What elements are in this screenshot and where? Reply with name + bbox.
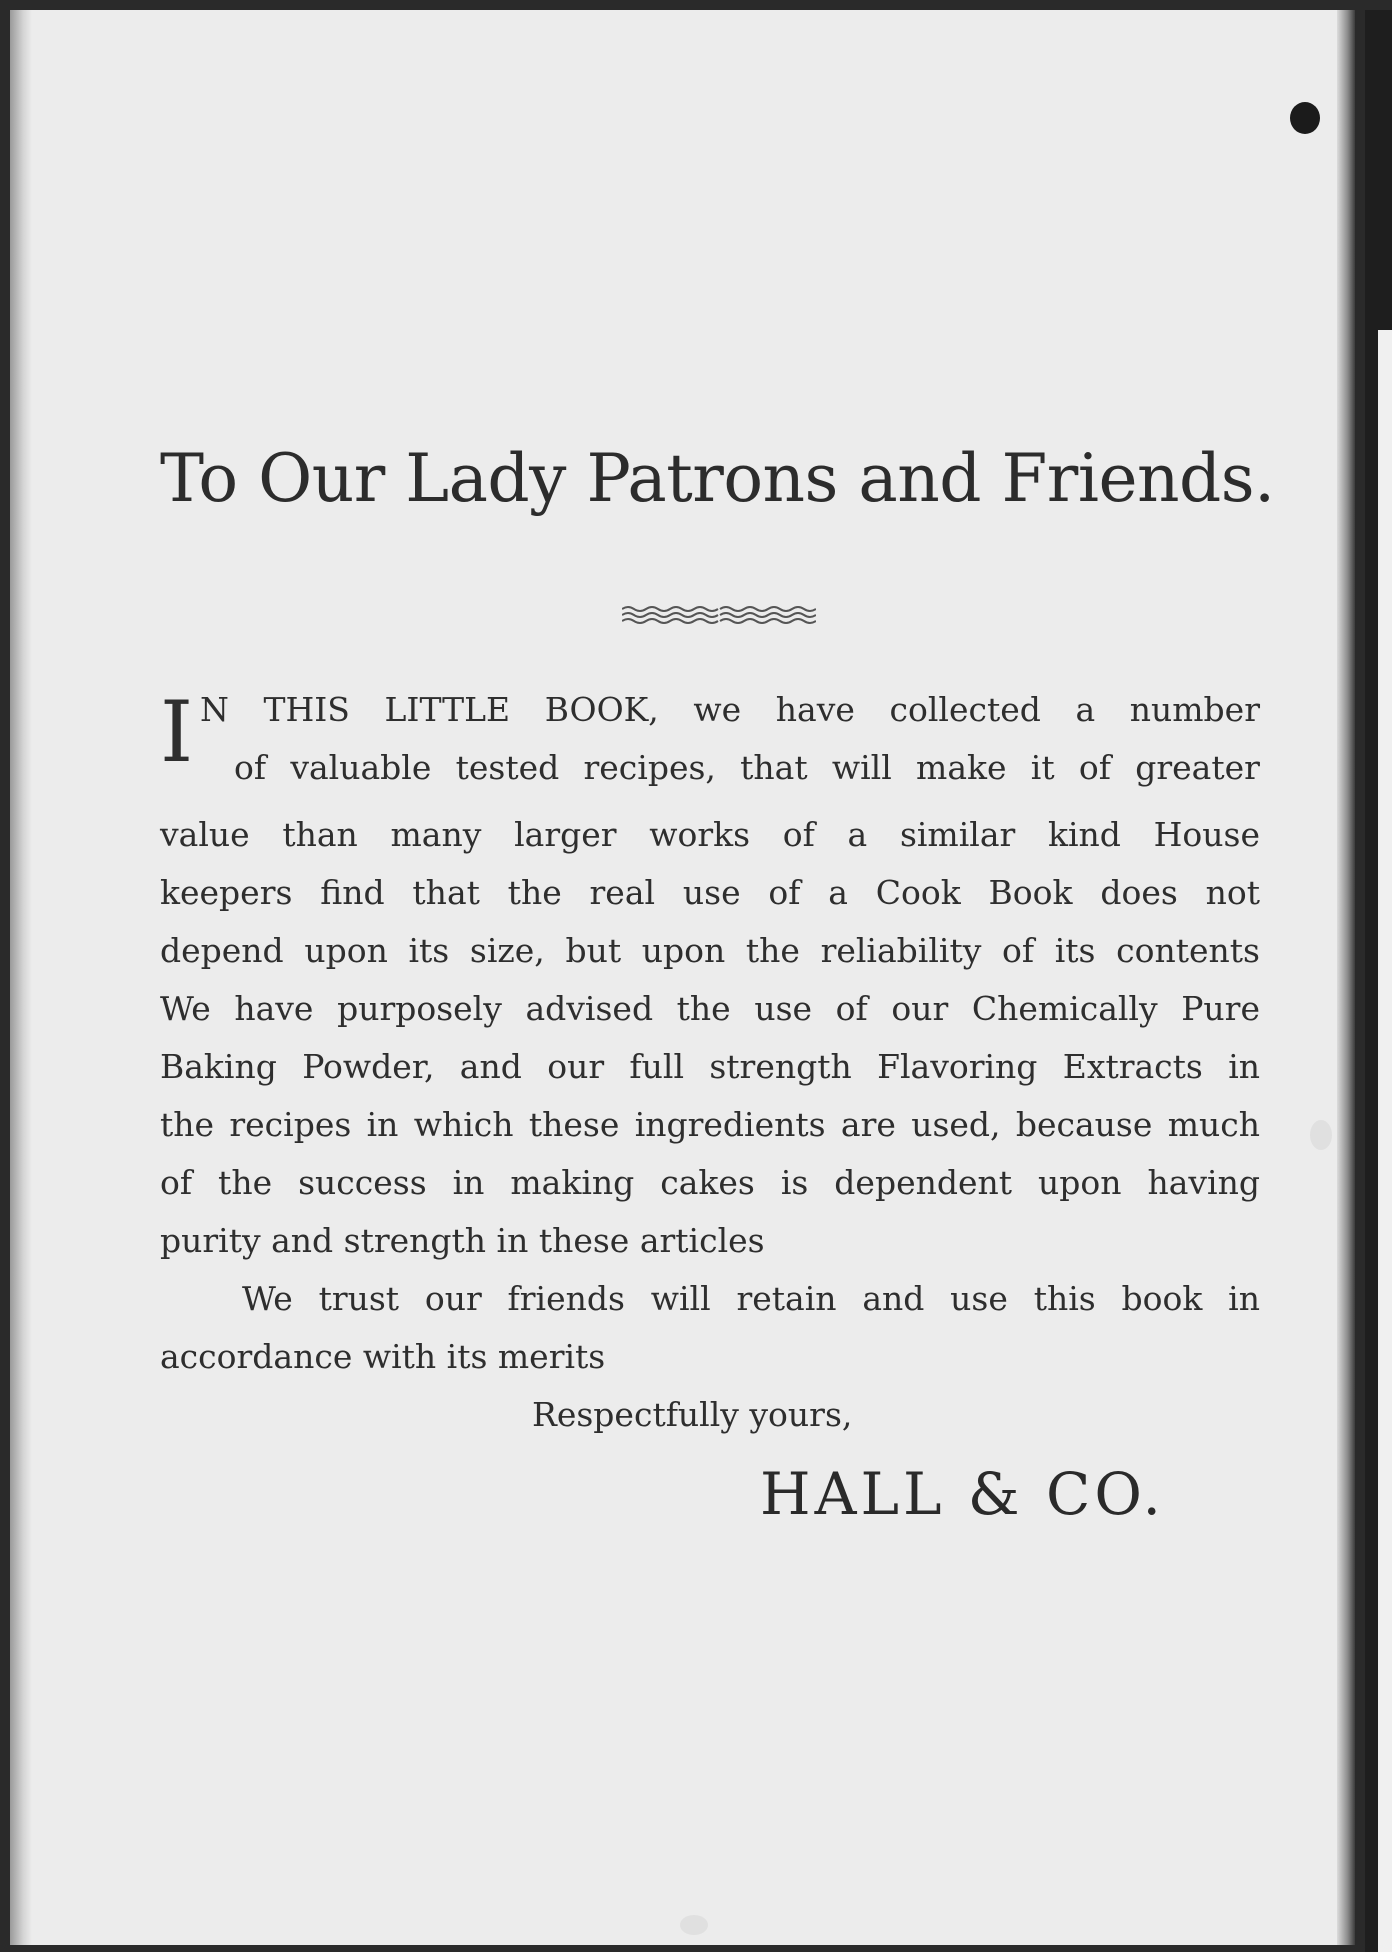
word: collected bbox=[889, 690, 1041, 729]
word: greater bbox=[1135, 748, 1260, 787]
page-smudge bbox=[1310, 1120, 1332, 1150]
word: that bbox=[740, 748, 808, 787]
closing-salutation: Respectfully yours, bbox=[532, 1395, 853, 1434]
word: will bbox=[831, 748, 892, 787]
body-line: Baking Powder, and our full strength Flavoring Extracts in bbox=[160, 1047, 1260, 1086]
body-line: value than many larger works of a similar kind House bbox=[160, 815, 1260, 854]
drop-cap: I bbox=[160, 683, 194, 781]
word: valuable bbox=[290, 748, 432, 787]
second-line bbox=[234, 748, 1260, 787]
word: a bbox=[1075, 690, 1096, 729]
body-line: keepers find that the real use of a Cook Book does not bbox=[160, 873, 1260, 912]
word: of bbox=[234, 748, 267, 787]
word: tested bbox=[455, 748, 560, 787]
word: it bbox=[1030, 748, 1055, 787]
signature: HALL & CO. bbox=[760, 1460, 1165, 1528]
body-line: We have purposely advised the use of our Chemically Pure bbox=[160, 989, 1260, 1028]
word: have bbox=[775, 690, 855, 729]
wave-ornament bbox=[622, 604, 816, 628]
word: THIS bbox=[263, 690, 350, 729]
body-line: of the success in making cakes is dependent upon having bbox=[160, 1163, 1260, 1202]
word: make bbox=[916, 748, 1007, 787]
word: number bbox=[1129, 690, 1260, 729]
word: N bbox=[200, 690, 229, 729]
word: we bbox=[693, 690, 742, 729]
word: recipes, bbox=[583, 748, 716, 787]
body-line: depend upon its size, but upon the reliability of its contents bbox=[160, 931, 1260, 970]
word: LITTLE bbox=[384, 690, 511, 729]
intro-body bbox=[160, 806, 1260, 1386]
page-right-shadow bbox=[1337, 10, 1355, 1945]
binding-hole bbox=[1290, 102, 1320, 134]
page-edge-light bbox=[1378, 330, 1392, 1952]
body-line: purity and strength in these articles bbox=[160, 1221, 765, 1260]
word: BOOK, bbox=[544, 690, 659, 729]
body-line: We trust our friends will retain and use this book in bbox=[242, 1279, 1260, 1318]
page-left-shadow bbox=[10, 10, 32, 1945]
page-title: To Our Lady Patrons and Friends. bbox=[160, 440, 1275, 517]
first-line bbox=[200, 690, 1260, 729]
body-line: accordance with its merits bbox=[160, 1337, 606, 1376]
body-line: the recipes in which these ingredients are used, because much bbox=[160, 1105, 1260, 1144]
page-smudge bbox=[680, 1915, 708, 1935]
word: of bbox=[1078, 748, 1111, 787]
